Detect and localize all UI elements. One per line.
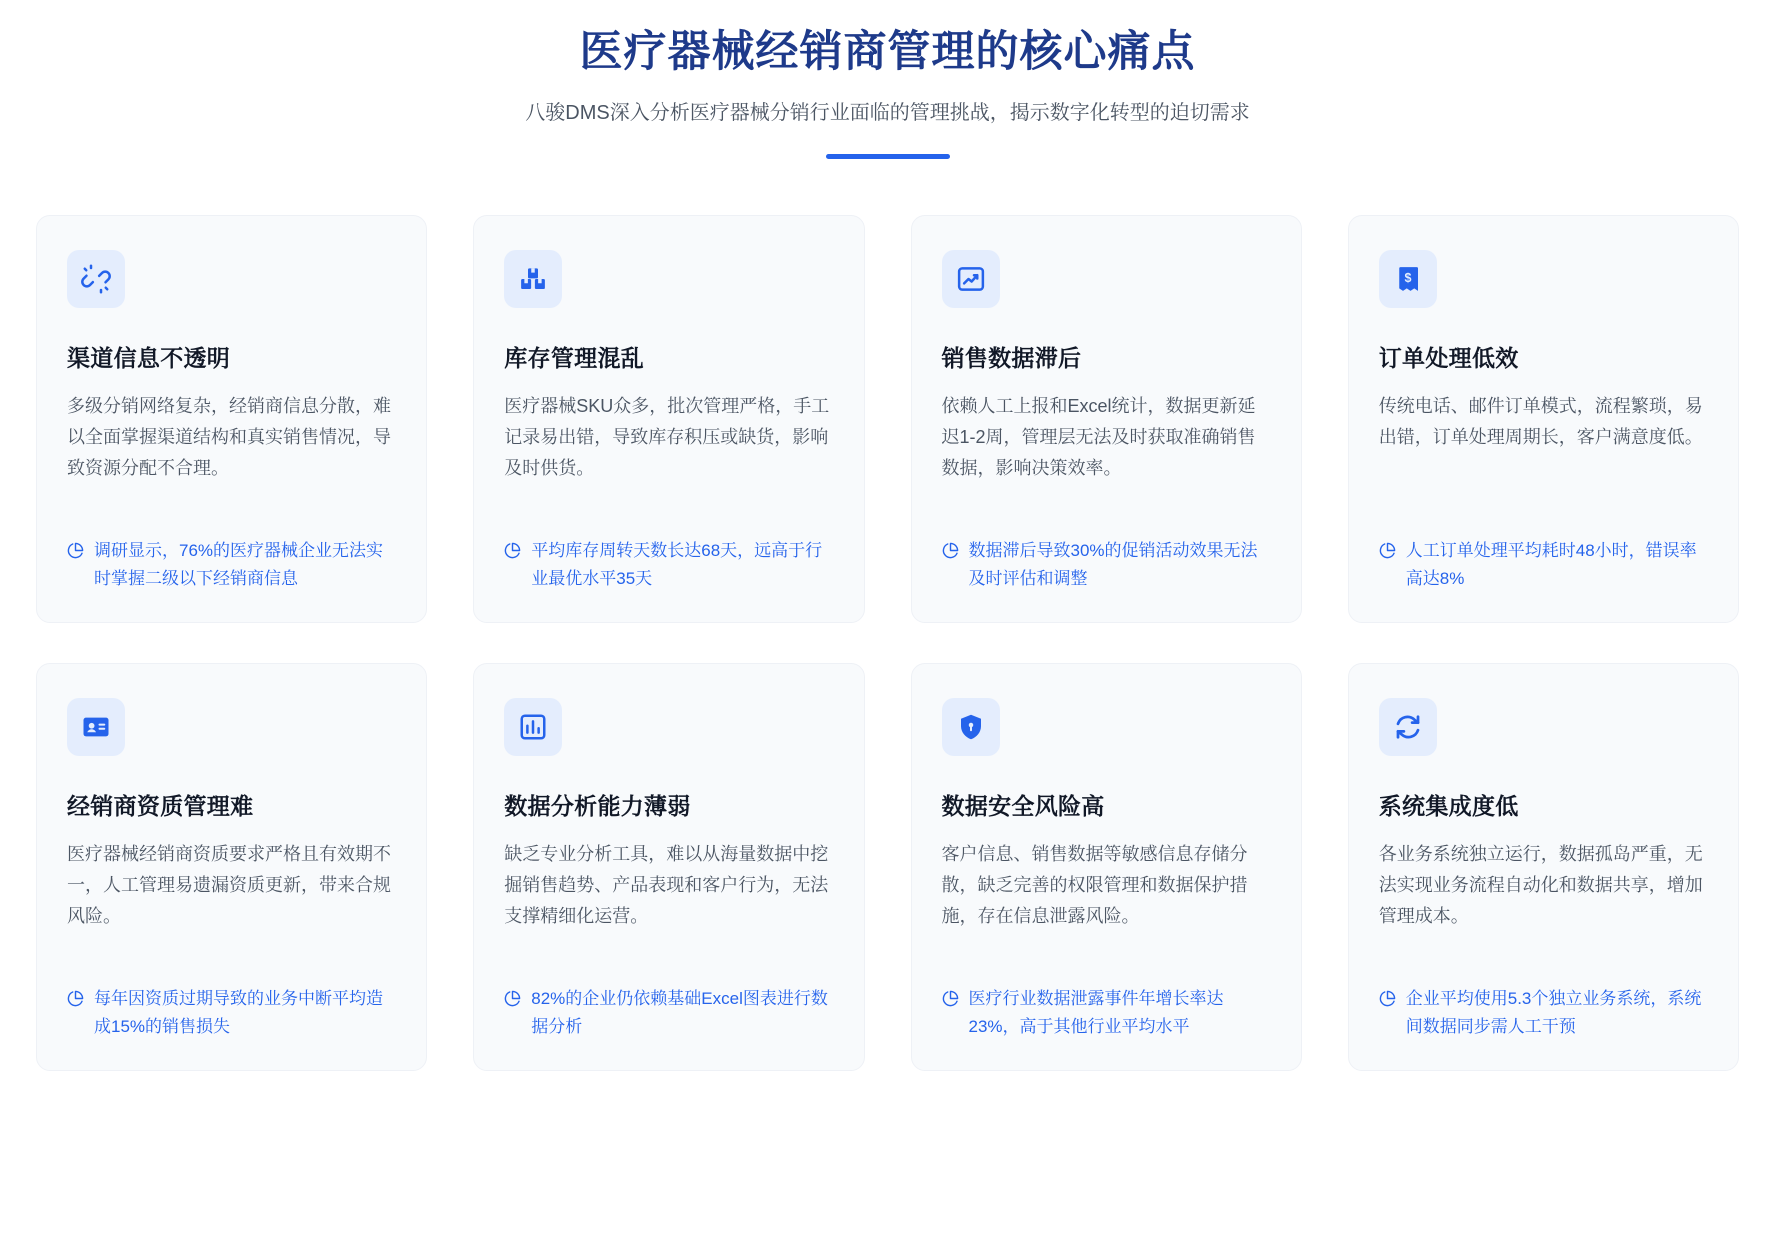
card-title: 系统集成度低 — [1378, 792, 1519, 819]
card-description: 客户信息、销售数据等敏感信息存储分散，缺乏完善的权限管理和数据保护措施，存在信息泄露风险。 — [941, 843, 1248, 926]
card-stat-text: 医疗行业数据泄露事件年增长率达23%，高于其他行业平均水平 — [968, 989, 1224, 1036]
page-subtitle: 八骏DMS深入分析医疗器械分销行业面临的管理挑战，揭示数字化转型的迫切需求 — [525, 101, 1250, 124]
pain-point-card[interactable] — [473, 663, 864, 1071]
card-description: 传统电话、邮件订单模式，流程繁琐，易出错，订单处理周期长，客户满意度低。 — [1378, 395, 1703, 447]
card-stat-text: 平均库存周转天数长达68天，远高于行业最优水平35天 — [531, 541, 823, 588]
card-description: 依赖人工上报和Excel统计，数据更新延迟1-2周，管理层无法及时获取准确销售数据，影响决策效率。 — [941, 395, 1256, 478]
card-stat-text: 数据滞后导致30%的促销活动效果无法及时评估和调整 — [968, 541, 1258, 588]
card-description: 医疗器械SKU众多，批次管理严格，手工记录易出错，导致库存积压或缺货，影响及时供货。 — [504, 395, 830, 478]
invoice-dollar-icon — [1379, 250, 1437, 308]
card-stat — [67, 511, 396, 591]
page-header — [36, 18, 1739, 159]
card-stat-text: 人工订单处理平均耗时48小时，错误率高达8% — [1405, 541, 1697, 588]
pie-chart-icon — [504, 540, 521, 567]
pie-chart-icon — [942, 988, 959, 1015]
card-stat — [942, 959, 1271, 1039]
page-title: 医疗器械经销商管理的核心痛点 — [579, 28, 1196, 76]
card-stat-text: 每年因资质过期导致的业务中断平均造成15%的销售损失 — [94, 989, 383, 1036]
card-title: 订单处理低效 — [1378, 344, 1519, 371]
card-title: 数据分析能力薄弱 — [504, 792, 691, 819]
card-stat — [504, 511, 833, 591]
pain-point-card[interactable] — [473, 215, 864, 623]
card-title: 销售数据滞后 — [941, 344, 1082, 371]
trend-down-chart-icon — [942, 250, 1000, 308]
card-stat-text: 企业平均使用5.3个独立业务系统，系统间数据同步需人工干预 — [1405, 989, 1702, 1036]
pain-point-card[interactable] — [1348, 663, 1739, 1071]
pain-point-card[interactable] — [911, 663, 1302, 1071]
pie-chart-icon — [67, 540, 84, 567]
pain-point-card-grid — [36, 215, 1739, 1071]
pain-point-card[interactable] — [1348, 215, 1739, 623]
boxes-icon — [504, 250, 562, 308]
pain-point-card[interactable] — [911, 215, 1302, 623]
pain-point-card[interactable] — [36, 215, 427, 623]
id-card-icon — [67, 698, 125, 756]
card-stat — [1379, 511, 1708, 591]
card-stat — [67, 959, 396, 1039]
card-title: 经销商资质管理难 — [67, 792, 254, 819]
pie-chart-icon — [67, 988, 84, 1015]
card-stat — [504, 959, 833, 1039]
card-stat-text: 调研显示，76%的医疗器械企业无法实时掌握二级以下经销商信息 — [94, 541, 384, 588]
card-stat — [942, 511, 1271, 591]
shield-icon — [942, 698, 1000, 756]
card-description: 医疗器械经销商资质要求严格且有效期不一，人工管理易遗漏资质更新，带来合规风险。 — [67, 843, 391, 926]
card-description: 多级分销网络复杂，经销商信息分散，难以全面掌握渠道结构和真实销售情况，导致资源分配不合理。 — [67, 395, 391, 478]
card-stat-text: 82%的企业仍依赖基础Excel图表进行数据分析 — [531, 989, 828, 1036]
bar-chart-icon — [504, 698, 562, 756]
broken-link-icon — [67, 250, 125, 308]
card-description: 各业务系统独立运行，数据孤岛严重，无法实现业务流程自动化和数据共享，增加管理成本。 — [1378, 843, 1703, 926]
card-title: 库存管理混乱 — [504, 344, 645, 371]
title-underline-divider — [826, 154, 950, 159]
pain-point-card[interactable] — [36, 663, 427, 1071]
pie-chart-icon — [1379, 540, 1396, 567]
card-stat — [1379, 959, 1708, 1039]
svg-text:$: $ — [1404, 270, 1412, 285]
sync-refresh-icon — [1379, 698, 1437, 756]
pie-chart-icon — [1379, 988, 1396, 1015]
card-title: 数据安全风险高 — [941, 792, 1105, 819]
card-description: 缺乏专业分析工具，难以从海量数据中挖掘销售趋势、产品表现和客户行为，无法支撑精细化运营。 — [504, 843, 829, 926]
pie-chart-icon — [942, 540, 959, 567]
pie-chart-icon — [504, 988, 521, 1015]
card-title: 渠道信息不透明 — [67, 344, 231, 371]
